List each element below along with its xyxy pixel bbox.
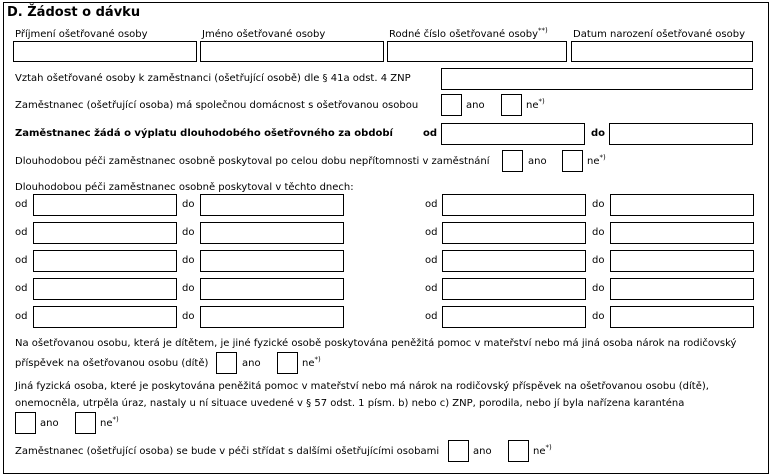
name-field[interactable] [200, 41, 384, 62]
days-od-label: od [425, 311, 438, 322]
request-od-label: od [423, 128, 438, 139]
relation-field[interactable] [441, 68, 753, 90]
whole-period-ne-checkbox[interactable] [562, 150, 583, 172]
days-left-do-field-5[interactable] [200, 306, 344, 328]
days-right-do-field-1[interactable] [610, 194, 754, 216]
other-person-line1: Jiná fyzická osoba, které je poskytována peněžitá pomoc v mateřství nebo má nárok na rodičovský příspěvek na ošetřovanou osobu (dítě), [15, 381, 709, 392]
days-od-label: od [15, 199, 28, 210]
days-od-label: od [425, 199, 438, 210]
birth-number-field[interactable] [387, 41, 567, 62]
other-person-ne-checkbox[interactable] [75, 412, 96, 434]
other-person-ano-checkbox[interactable] [15, 412, 36, 434]
surname-field[interactable] [13, 41, 197, 62]
birth-number-footnote-mark: **) [538, 26, 548, 35]
other-person-ne-label: ne*) [100, 415, 119, 429]
days-do-label: do [182, 283, 195, 294]
days-left-do-field-2[interactable] [200, 222, 344, 244]
days-left-do-field-1[interactable] [200, 194, 344, 216]
name-label: Jméno ošetřované osoby [202, 29, 326, 40]
whole-period-ne-label: ne*) [587, 153, 606, 167]
birth-date-field[interactable] [571, 41, 753, 62]
alternate-ano-label: ano [473, 446, 492, 457]
days-left-od-field-1[interactable] [33, 194, 177, 216]
whole-period-ano-checkbox[interactable] [502, 150, 523, 172]
days-right-od-field-2[interactable] [442, 222, 586, 244]
section-title: D. Žádost o dávku [7, 5, 141, 20]
days-right-do-field-2[interactable] [610, 222, 754, 244]
days-right-do-field-5[interactable] [610, 306, 754, 328]
days-left-od-field-3[interactable] [33, 250, 177, 272]
days-do-label: do [182, 227, 195, 238]
request-od-field[interactable] [441, 123, 585, 145]
maternity-ne-checkbox[interactable] [277, 352, 298, 374]
days-do-label: do [592, 255, 605, 266]
days-left-od-field-2[interactable] [33, 222, 177, 244]
days-do-label: do [592, 199, 605, 210]
days-do-label: do [182, 199, 195, 210]
days-label: Dlouhodobou péči zaměstnanec osobně poskytoval v těchto dnech: [15, 182, 354, 193]
days-do-label: do [592, 311, 605, 322]
days-right-do-field-3[interactable] [610, 250, 754, 272]
days-right-do-field-4[interactable] [610, 278, 754, 300]
birth-number-label: Rodné číslo ošetřované osoby**) [389, 26, 548, 40]
birth-date-label: Datum narození ošetřované osoby [573, 29, 746, 40]
whole-period-ano-label: ano [528, 156, 547, 167]
maternity-line2: příspěvek na ošetřovanou osobu (dítě) [15, 358, 209, 369]
alternate-ne-label: ne*) [533, 443, 552, 457]
days-left-do-field-4[interactable] [200, 278, 344, 300]
days-od-label: od [15, 283, 28, 294]
alternate-ne-checkbox[interactable] [508, 440, 529, 462]
days-od-label: od [425, 227, 438, 238]
other-person-line2: onemocněla, utrpěla úraz, nastaly u ní situace uvedené v § 57 odst. 1 písm. b) nebo c) ZNP, porodila, nebo jí byla nařízena karanténa [15, 398, 685, 409]
days-left-od-field-4[interactable] [33, 278, 177, 300]
maternity-ne-label: ne*) [302, 355, 321, 369]
maternity-line1: Na ošetřovanou osobu, která je dítětem, je jiné fyzické osobě poskytována peněžitá pomoc v mateřství nebo má jiná osoba nárok na rodičovský [15, 338, 737, 349]
days-od-label: od [15, 311, 28, 322]
maternity-ano-label: ano [242, 358, 261, 369]
alternate-ano-checkbox[interactable] [448, 440, 469, 462]
days-right-od-field-3[interactable] [442, 250, 586, 272]
request-label: Zaměstnanec žádá o výplatu dlouhodobého ošetřovného za období [15, 128, 393, 139]
household-ne-label: ne*) [526, 97, 545, 111]
whole-period-label: Dlouhodobou péči zaměstnanec osobně poskytoval po celou dobu nepřítomnosti v zaměstnání [15, 156, 490, 167]
surname-label: Příjmení ošetřované osoby [15, 29, 148, 40]
days-right-od-field-4[interactable] [442, 278, 586, 300]
days-do-label: do [592, 227, 605, 238]
household-ano-label: ano [466, 100, 485, 111]
other-person-ano-label: ano [40, 418, 59, 429]
household-ne-checkbox[interactable] [501, 94, 522, 116]
household-ano-checkbox[interactable] [441, 94, 462, 116]
alternate-label: Zaměstnanec (ošetřující osoba) se bude v péči střídat s dalšími ošetřujícími osobami [15, 446, 440, 457]
days-do-label: do [182, 311, 195, 322]
days-right-od-field-1[interactable] [442, 194, 586, 216]
days-do-label: do [182, 255, 195, 266]
days-do-label: do [592, 283, 605, 294]
relation-label: Vztah ošetřované osoby k zaměstnanci (ošetřující osobě) dle § 41a odst. 4 ZNP [15, 73, 411, 84]
household-label: Zaměstnanec (ošetřující osoba) má společnou domácnost s ošetřovanou osobou [15, 100, 419, 111]
days-od-label: od [15, 227, 28, 238]
days-od-label: od [425, 255, 438, 266]
request-do-field[interactable] [609, 123, 753, 145]
days-od-label: od [425, 283, 438, 294]
days-left-od-field-5[interactable] [33, 306, 177, 328]
days-od-label: od [15, 255, 28, 266]
days-left-do-field-3[interactable] [200, 250, 344, 272]
days-right-od-field-5[interactable] [442, 306, 586, 328]
maternity-ano-checkbox[interactable] [216, 352, 237, 374]
request-do-label: do [591, 128, 606, 139]
